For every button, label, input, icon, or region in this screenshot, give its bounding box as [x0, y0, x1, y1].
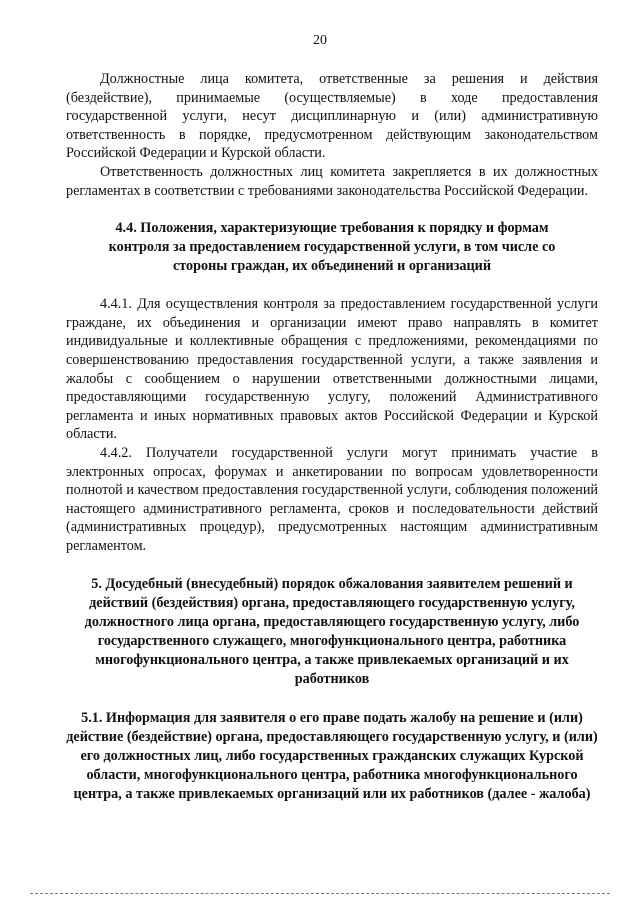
section-heading-5: 5. Досудебный (внесудебный) порядок обжалования заявителем решений и действий (бездействия) органа, предоставляющего государственную услугу, должностного лица органа, предоставляющего государственную услугу, либо государственного служащего, многофункционального центра, работника многофункционального центра, а также привлекаемых организаций и их работников — [84, 576, 580, 688]
section-heading-4-4: 4.4. Положения, характеризующие требования к порядку и формам контроля за предоставлением государственной услуги, в том числе со стороны граждан, их объединений и организаций — [108, 220, 556, 275]
paragraph-4-4-2: 4.4.2. Получатели государственной услуги могут принимать участие в электронных опросах, форумах и анкетировании по вопросам удовлетворенности полнотой и качеством предоставления государственной услуги, соблюдения положений настоящего административного регламента, сроков и последовательности действий (административных процедур), предусмотренных настоящим административным регламентом. — [66, 444, 598, 554]
page-number: 20 — [313, 33, 327, 48]
page-bottom-divider — [30, 893, 610, 894]
section-heading-5-1: 5.1. Информация для заявителя о его праве подать жалобу на решение и (или) действие (бездействие) органа, предоставляющего государственную услугу, и (или) его должностных лиц, либо государственных гражданских служащих Курской области, многофункционального центра, работника многофункционального центра, а также привлекаемых организаций или их работников (далее - жалоба) — [66, 710, 598, 803]
paragraph-4-4-1: 4.4.1. Для осуществления контроля за предоставлением государственной услуги граждане, их объединения и организации имеют право направлять в комитет индивидуальные и коллективные обращения с предложениями, рекомендациями по совершенствованию предоставления государственной услуги, а также заявления и жалобы с сообщением о нарушении ответственными должностными лицами, предоставляющими государственную услугу, положений Административного регламента и иных нормативных правовых актов Российской Федерации и Курской области. — [66, 296, 598, 443]
paragraph-responsibility: Должностные лица комитета, ответственные за решения и действия (бездействие), принимаемые (осуществляемые) в ходе предоставления государственной услуги, несут дисциплинарную и (или) административную ответственность в порядке, предусмотренном действующим законодательством Российской Федерации и Курской области. — [66, 71, 598, 162]
paragraph-job-regulations: Ответственность должностных лиц комитета закрепляется в их должностных регламентах в соответствии с требованиями законодательства Российской Федерации. — [66, 163, 598, 199]
document-body — [66, 70, 598, 804]
